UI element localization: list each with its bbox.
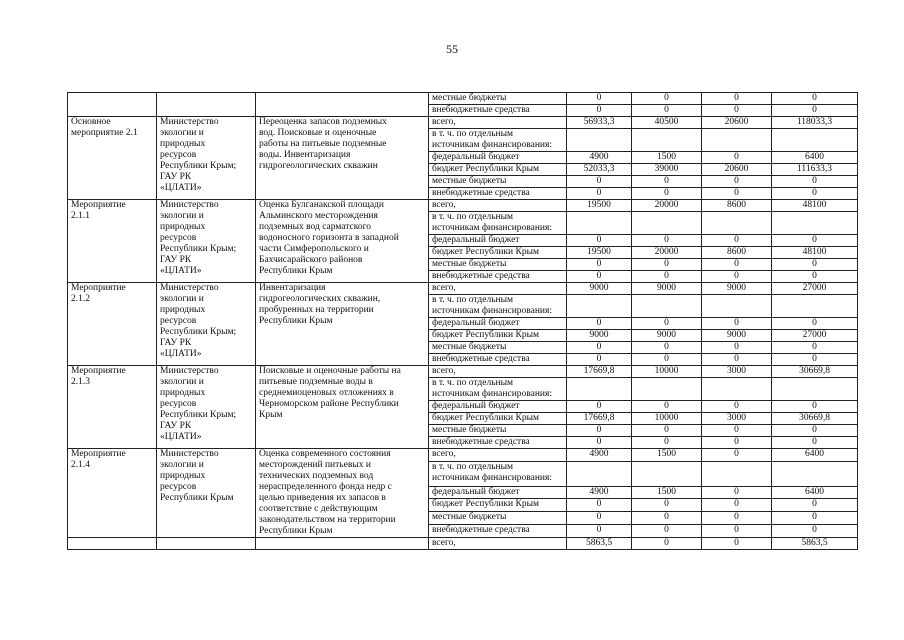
amount-cell: 0: [632, 176, 702, 188]
amount-cell: 0: [567, 271, 632, 283]
empty-cell: [772, 378, 858, 401]
measure-name-cell: Мероприятие 2.1.4: [68, 449, 157, 538]
amount-cell: 0: [567, 354, 632, 366]
amount-cell: 48100: [772, 200, 858, 212]
funding-source-cell: бюджет Республики Крым: [429, 330, 567, 342]
amount-cell: 0: [632, 499, 702, 512]
amount-cell: 19500: [567, 200, 632, 212]
amount-cell: 0: [632, 105, 702, 117]
amount-cell: 0: [702, 235, 772, 247]
funding-source-cell: местные бюджеты: [429, 425, 567, 437]
amount-cell: 39000: [632, 164, 702, 176]
amount-cell: 0: [772, 525, 858, 538]
funding-source-cell: бюджет Республики Крым: [429, 247, 567, 259]
amount-cell: 19500: [567, 247, 632, 259]
measure-name-cell: Мероприятие 2.1.1: [68, 200, 157, 283]
amount-cell: 6400: [772, 152, 858, 164]
funding-source-cell: бюджет Республики Крым: [429, 413, 567, 425]
funding-source-cell: местные бюджеты: [429, 93, 567, 105]
amount-cell: 0: [632, 401, 702, 413]
amount-cell: 0: [567, 176, 632, 188]
amount-cell: 0: [702, 354, 772, 366]
empty-cell: [702, 295, 772, 318]
empty-cell: [702, 461, 772, 486]
funding-source-cell: местные бюджеты: [429, 342, 567, 354]
measure-name-cell: Основное мероприятие 2.1: [68, 117, 157, 200]
amount-cell: 0: [772, 401, 858, 413]
amount-cell: 1500: [632, 152, 702, 164]
amount-cell: 0: [632, 235, 702, 247]
amount-cell: 20000: [632, 247, 702, 259]
empty-cell: [567, 129, 632, 152]
empty-cell: [702, 129, 772, 152]
amount-cell: 0: [702, 318, 772, 330]
amount-cell: 0: [567, 105, 632, 117]
amount-cell: 9000: [702, 330, 772, 342]
amount-cell: 48100: [772, 247, 858, 259]
amount-cell: 17669,8: [567, 413, 632, 425]
measure-name-cell: Мероприятие 2.1.3: [68, 366, 157, 449]
amount-cell: 20600: [702, 164, 772, 176]
funding-source-cell: в т. ч. по отдельным источникам финансирования:: [429, 461, 567, 486]
amount-cell: 1500: [632, 449, 702, 462]
amount-cell: 0: [632, 525, 702, 538]
amount-cell: 8600: [702, 200, 772, 212]
empty-cell: [632, 212, 702, 235]
amount-cell: 0: [772, 259, 858, 271]
empty-cell: [567, 212, 632, 235]
amount-cell: 17669,8: [567, 366, 632, 378]
amount-cell: 0: [567, 401, 632, 413]
amount-cell: 0: [772, 318, 858, 330]
funding-source-cell: внебюджетные средства: [429, 525, 567, 538]
funding-source-cell: всего,: [429, 117, 567, 129]
executor-cell: Министерство экологии и природных ресурсов Республики Крым; ГАУ РК «ЦЛАТИ»: [157, 200, 256, 283]
empty-cell: [702, 378, 772, 401]
empty-cell: [567, 295, 632, 318]
amount-cell: 0: [567, 425, 632, 437]
amount-cell: 9000: [632, 330, 702, 342]
description-cell: Переоценка запасов подземных вод. Поисковые и оценочные работы на питьевые подземные воды. Инвентаризация гидрогеологических скважин: [256, 117, 429, 200]
amount-cell: 0: [702, 449, 772, 462]
amount-cell: 0: [702, 105, 772, 117]
amount-cell: 56933,3: [567, 117, 632, 129]
amount-cell: 0: [567, 525, 632, 538]
amount-cell: 0: [772, 176, 858, 188]
amount-cell: 6400: [772, 449, 858, 462]
amount-cell: 0: [702, 271, 772, 283]
amount-cell: 10000: [632, 413, 702, 425]
amount-cell: 0: [567, 235, 632, 247]
empty-cell: [772, 461, 858, 486]
amount-cell: 0: [702, 176, 772, 188]
empty-cell: [567, 461, 632, 486]
table-row: [68, 283, 858, 295]
amount-cell: 0: [702, 425, 772, 437]
funding-source-cell: в т. ч. по отдельным источникам финансирования:: [429, 129, 567, 152]
executor-cell: [157, 538, 256, 550]
funding-source-cell: всего,: [429, 366, 567, 378]
funding-source-cell: в т. ч. по отдельным источникам финансирования:: [429, 378, 567, 401]
amount-cell: 0: [772, 437, 858, 449]
executor-cell: Министерство экологии и природных ресурсов Республики Крым; ГАУ РК «ЦЛАТИ»: [157, 283, 256, 366]
amount-cell: 4900: [567, 152, 632, 164]
amount-cell: 0: [632, 271, 702, 283]
amount-cell: 0: [772, 499, 858, 512]
description-cell: Инвентаризация гидрогеологических скважин, пробуренных на территории Республики Крым: [256, 283, 429, 366]
amount-cell: 27000: [772, 283, 858, 295]
funding-source-cell: в т. ч. по отдельным источникам финансирования:: [429, 295, 567, 318]
amount-cell: 0: [772, 342, 858, 354]
table-row: [68, 449, 858, 462]
amount-cell: 0: [702, 401, 772, 413]
funding-source-cell: всего,: [429, 283, 567, 295]
description-cell: Оценка современного состояния месторождений питьевых и технических подземных вод нераспределенного фонда недр с целью приведения их запасов в соответствие с действующим законодательством на территории Республики Крым: [256, 449, 429, 538]
description-cell: [256, 93, 429, 117]
amount-cell: 9000: [567, 330, 632, 342]
funding-source-cell: внебюджетные средства: [429, 271, 567, 283]
funding-source-cell: местные бюджеты: [429, 259, 567, 271]
empty-cell: [632, 461, 702, 486]
funding-source-cell: в т. ч. по отдельным источникам финансирования:: [429, 212, 567, 235]
amount-cell: 0: [632, 354, 702, 366]
description-cell: Поисковые и оценочные работы на питьевые подземные воды в среднемиоценовых отложениях в Черноморском районе Республики Крым: [256, 366, 429, 449]
funding-source-cell: внебюджетные средства: [429, 437, 567, 449]
amount-cell: 0: [632, 318, 702, 330]
amount-cell: 0: [772, 271, 858, 283]
empty-cell: [772, 295, 858, 318]
amount-cell: 0: [772, 105, 858, 117]
funding-source-cell: федеральный бюджет: [429, 318, 567, 330]
amount-cell: 0: [772, 512, 858, 525]
amount-cell: 0: [567, 437, 632, 449]
name-cell: [68, 538, 157, 550]
executor-cell: Министерство экологии и природных ресурсов Республики Крым; ГАУ РК «ЦЛАТИ»: [157, 366, 256, 449]
amount-cell: 9000: [702, 283, 772, 295]
amount-cell: 0: [632, 425, 702, 437]
amount-cell: 0: [567, 188, 632, 200]
amount-cell: 52033,3: [567, 164, 632, 176]
funding-source-cell: внебюджетные средства: [429, 105, 567, 117]
amount-cell: 27000: [772, 330, 858, 342]
amount-cell: 8600: [702, 247, 772, 259]
amount-cell: 9000: [632, 283, 702, 295]
amount-cell: 0: [772, 188, 858, 200]
amount-cell: 0: [702, 538, 772, 550]
funding-source-cell: всего,: [429, 200, 567, 212]
amount-cell: 111633,3: [772, 164, 858, 176]
amount-cell: 0: [702, 188, 772, 200]
amount-cell: 0: [567, 259, 632, 271]
amount-cell: 0: [632, 342, 702, 354]
amount-cell: 3000: [702, 366, 772, 378]
measure-name-cell: Мероприятие 2.1.2: [68, 283, 157, 366]
empty-cell: [772, 129, 858, 152]
amount-cell: 5863,5: [772, 538, 858, 550]
table-row: [68, 117, 858, 129]
table-row: [68, 93, 858, 105]
amount-cell: 0: [772, 425, 858, 437]
amount-cell: 0: [567, 342, 632, 354]
amount-cell: 0: [702, 93, 772, 105]
funding-source-cell: местные бюджеты: [429, 512, 567, 525]
amount-cell: 0: [632, 437, 702, 449]
amount-cell: 0: [702, 342, 772, 354]
name-cell: [68, 93, 157, 117]
amount-cell: 40500: [632, 117, 702, 129]
amount-cell: 0: [632, 188, 702, 200]
amount-cell: 0: [772, 93, 858, 105]
amount-cell: 0: [702, 259, 772, 271]
empty-cell: [567, 378, 632, 401]
amount-cell: 3000: [702, 413, 772, 425]
executor-cell: Министерство экологии и природных ресурсов Республики Крым: [157, 449, 256, 538]
amount-cell: 0: [567, 499, 632, 512]
amount-cell: 20600: [702, 117, 772, 129]
amount-cell: 0: [702, 486, 772, 499]
page-number: 55: [446, 42, 458, 56]
funding-source-cell: федеральный бюджет: [429, 401, 567, 413]
amount-cell: 0: [567, 93, 632, 105]
funding-source-cell: федеральный бюджет: [429, 486, 567, 499]
amount-cell: 5863,5: [567, 538, 632, 550]
empty-cell: [632, 295, 702, 318]
amount-cell: 1500: [632, 486, 702, 499]
amount-cell: 20000: [632, 200, 702, 212]
amount-cell: 4900: [567, 449, 632, 462]
executor-cell: [157, 93, 256, 117]
funding-source-cell: внебюджетные средства: [429, 188, 567, 200]
amount-cell: 0: [772, 235, 858, 247]
amount-cell: 0: [702, 512, 772, 525]
amount-cell: 6400: [772, 486, 858, 499]
amount-cell: 0: [632, 93, 702, 105]
funding-source-cell: всего,: [429, 449, 567, 462]
empty-cell: [632, 129, 702, 152]
table-row: [68, 200, 858, 212]
amount-cell: 30669,8: [772, 413, 858, 425]
amount-cell: 30669,8: [772, 366, 858, 378]
amount-cell: 0: [772, 354, 858, 366]
amount-cell: 0: [567, 318, 632, 330]
amount-cell: 0: [632, 538, 702, 550]
empty-cell: [632, 378, 702, 401]
funding-source-cell: всего,: [429, 538, 567, 550]
table-row: [68, 366, 858, 378]
executor-cell: Министерство экологии и природных ресурсов Республики Крым; ГАУ РК «ЦЛАТИ»: [157, 117, 256, 200]
funding-source-cell: местные бюджеты: [429, 176, 567, 188]
amount-cell: 0: [702, 499, 772, 512]
funding-source-cell: внебюджетные средства: [429, 354, 567, 366]
funding-source-cell: бюджет Республики Крым: [429, 499, 567, 512]
amount-cell: 9000: [567, 283, 632, 295]
amount-cell: 0: [702, 525, 772, 538]
description-cell: Оценка Булганакской площади Альминского месторождения подземных вод сарматского водоносного горизонта в западной части Симферопольского и Бахчисарайского районов Республики Крым: [256, 200, 429, 283]
funding-source-cell: бюджет Республики Крым: [429, 164, 567, 176]
amount-cell: 0: [632, 259, 702, 271]
funding-source-cell: федеральный бюджет: [429, 152, 567, 164]
funding-source-cell: федеральный бюджет: [429, 235, 567, 247]
amount-cell: 0: [632, 512, 702, 525]
amount-cell: 10000: [632, 366, 702, 378]
table-row: [68, 538, 858, 550]
empty-cell: [702, 212, 772, 235]
amount-cell: 118033,3: [772, 117, 858, 129]
funding-table: [67, 92, 858, 550]
amount-cell: 0: [567, 512, 632, 525]
empty-cell: [772, 212, 858, 235]
amount-cell: 0: [702, 152, 772, 164]
amount-cell: 4900: [567, 486, 632, 499]
amount-cell: 0: [702, 437, 772, 449]
description-cell: [256, 538, 429, 550]
